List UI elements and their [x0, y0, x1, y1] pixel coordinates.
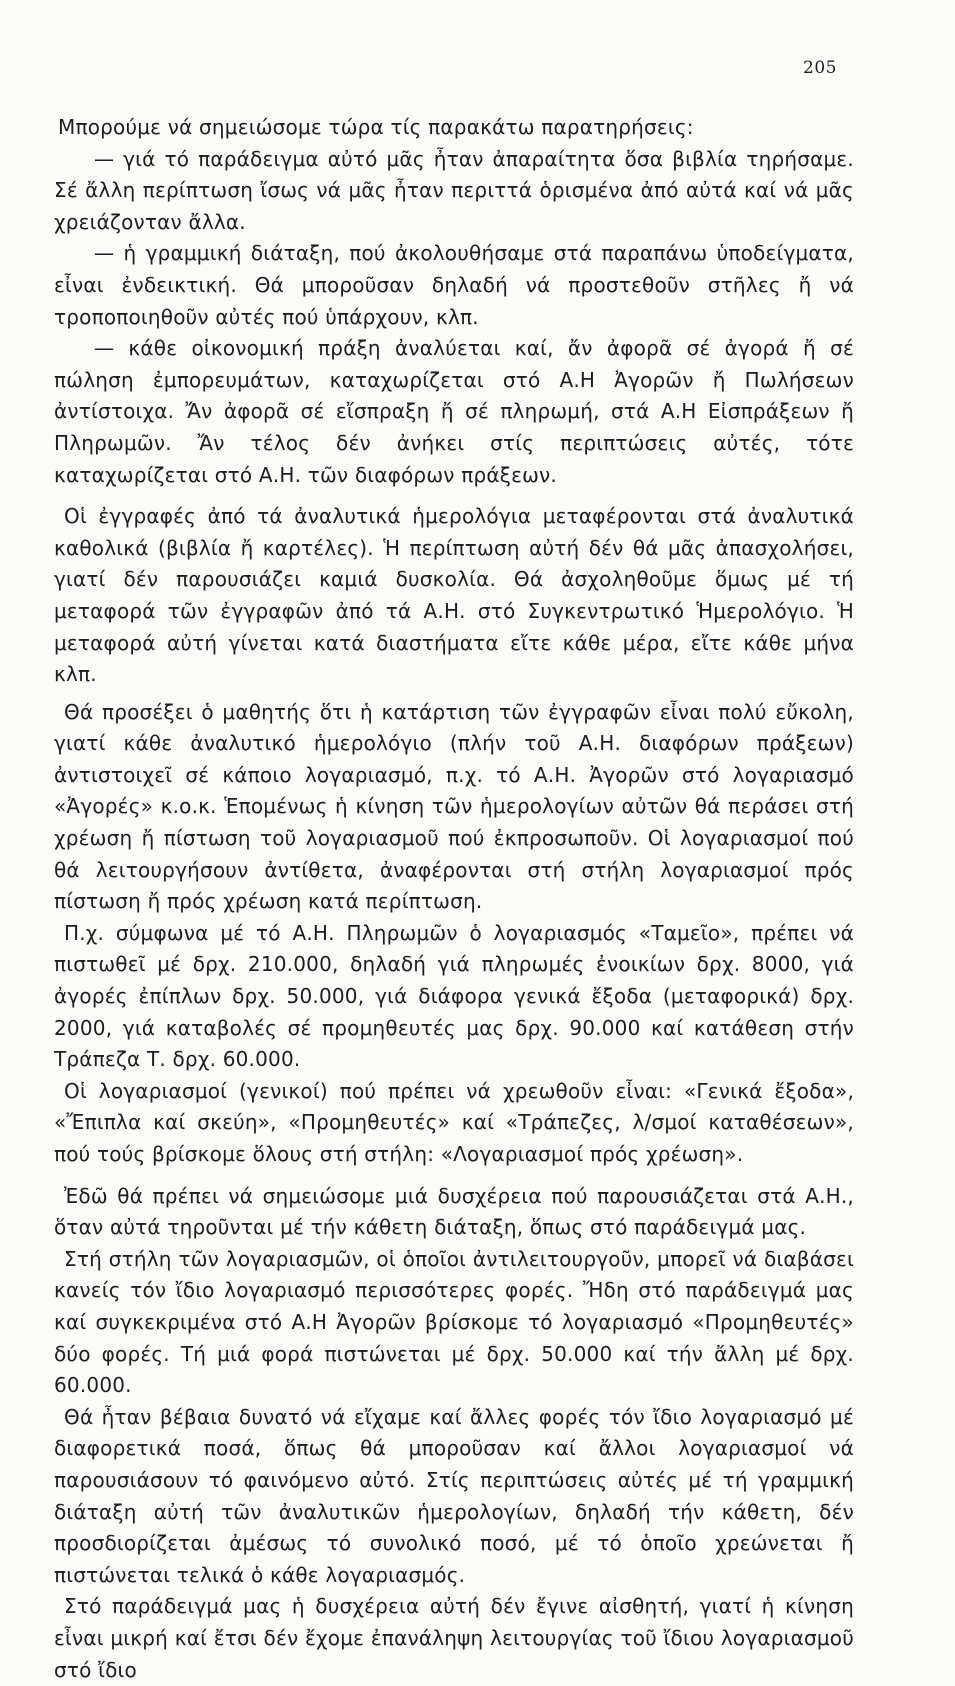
page-number: 205 — [803, 58, 837, 78]
paragraph-repeated-accounts: Στή στήλη τῶν λογαριασμῶν, οἱ ὁποῖοι ἀντιλειτουργοῦν, μπορεῖ νά διαβάσει κανείς τόν ἴδιο λογαριασμό περισσότερες φορές. Ἤδη στό παράδειγμά μας καί συγκεκριμένα στό Α.Η Ἀγορῶν βρίσκομε τό λογαριασμό «Προμηθευτές» δύο φορές. Τή μιά φορά πιστώνεται μέ δρχ. 50.000 καί τήν ἄλλη μέ δρχ. 60.000. — [54, 1246, 854, 1398]
page-body — [54, 112, 854, 1686]
paragraph-difficulty: Ἐδῶ θά πρέπει νά σημειώσομε μιά δυσχέρεια πού παρουσιάζεται στά Α.Η., ὅταν αὐτά τηροῦνται μέ τήν κάθετη διάταξη, ὅπως στό παράδειγμά μας. — [54, 1183, 854, 1240]
paragraph-ledger-transfer: Οἱ ἐγγραφές ἀπό τά ἀναλυτικά ἡμερολόγια μεταφέρονται στά ἀναλυτικά καθολικά (βιβλία ἤ καρτέλες). Ἡ περίπτωση αὐτή δέν θά μᾶς ἀπασχολήσει, γιατί δέν παρουσιάζει καμιά δυσκολία. Θά ἀσχοληθοῦμε ὅμως μέ τή μεταφορά τῶν ἐγγραφῶν ἀπό τά Α.Η. στό Συγκεντρωτικό Ἡμερολόγιο. Ἡ μεταφορά αὐτή γίνεται κατά διαστήματα εἴτε κάθε μέρα, εἴτε κάθε μήνα κλπ. — [54, 504, 854, 687]
paragraph-student-note: Θά προσέξει ὁ μαθητής ὅτι ἡ κατάρτιση τῶν ἐγγραφῶν εἶναι πολύ εὔκολη, γιατί κάθε ἀναλυτικό ἡμερολόγιο (πλήν τοῦ Α.Η. διαφόρων πράξεων) ἀντιστοιχεῖ σέ κάποιο λογαριασμό, π.χ. τό Α.Η. Ἀγορῶν στό λογαριασμό «Ἀγορές» κ.ο.κ. Ἑπομένως ἡ κίνηση τῶν ἡμερολογίων αὐτῶν θά περάσει στή χρέωση ἤ πίστωση τοῦ λογαριασμοῦ πού ἐκπροσωποῦν. Οἱ λογαριασμοί πού θά λειτουργήσουν ἀντίθετα, ἀναφέρονται στή στήλη λογαριασμοί πρός πίστωση ἤ πρός χρέωση κατά περίπτωση. — [54, 699, 854, 914]
paragraph-remark-books: — γιά τό παράδειγμα αὐτό μᾶς ἦταν ἀπαραίτητα ὅσα βιβλία τηρήσαμε. Σέ ἄλλη περίπτωση ἴσως νά μᾶς ἦταν περιττά ὁρισμένα ἀπό αὐτά καί νά μᾶς χρειάζονταν ἄλλα. — [54, 146, 854, 234]
paragraph-our-example: Στό παράδειγμά μας ἡ δυσχέρεια αὐτή δέν ἔγινε αἰσθητή, γιατί ἡ κίνηση εἶναι μικρή καί ἔτσι δέν ἔχομε ἐπανάληψη λειτουργίας τοῦ ἴδιου λογαριασμοῦ στό ἴδιο — [54, 1594, 854, 1682]
paragraph-remark-transactions: — κάθε οἰκονομική πράξη ἀναλύεται καί, ἄν ἀφορᾶ σέ ἀγορά ἤ σέ πώληση ἐμπορευμάτων, καταχωρίζεται στό Α.Η Ἀγορῶν ἤ Πωλήσεων ἀντίστοιχα. Ἄν ἀφορᾶ σέ εἴσπραξη ἤ σέ πληρωμή, στά Α.Η Εἰσπράξεων ἤ Πληρωμῶν. Ἄν τέλος δέν ἀνήκει στίς περιπτώσεις αὐτές, τότε καταχωρίζεται στό Α.Η. τῶν διαφόρων πράξεων. — [54, 336, 854, 487]
paragraph-remark-layout: — ἡ γραμμική διάταξη, πού ἀκολουθήσαμε στά παραπάνω ὑποδείγματα, εἶναι ἐνδεικτική. Θά μποροῦσαν δηλαδή νά προστεθοῦν στῆλες ἤ νά τροποποιηθοῦν αὐτές πού ὑπάρχουν, κλπ. — [54, 241, 854, 329]
paragraph-debit-accounts: Οἱ λογαριασμοί (γενικοί) πού πρέπει νά χρεωθοῦν εἶναι: «Γενικά ἔξοδα», «Ἔπιπλα καί σκεύη», «Προμηθευτές» καί «Τράπεζες, λ/σμοί καταθέσεων», πού τούς βρίσκομε ὅλους στή στήλη: «Λογαριασμοί πρός χρέωση». — [54, 1078, 854, 1166]
paragraph-intro: Μπορούμε νά σημειώσομε τώρα τίς παρακάτω παρατηρήσεις: — [58, 115, 694, 139]
paragraph-different-amounts: Θά ἦταν βέβαια δυνατό νά εἴχαμε καί ἄλλες φορές τόν ἴδιο λογαριασμό μέ διαφορετικά ποσά, ὅπως θά μποροῦσαν καί ἄλλοι λογαριασμοί νά παρουσιάσουν τό φαινόμενο αὐτό. Στίς περιπτώσεις αὐτές μέ τή γραμμική διάταξη αὐτή τῶν ἀναλυτικῶν ἡμερολογίων, δηλαδή τήν κάθετη, δέν προσδιορίζεται ἀμέσως τό συνολικό ποσό, μέ τό ὁποῖο χρεώνεται ἤ πιστώνεται τελικά ὁ κάθε λογαριασμός. — [54, 1404, 854, 1587]
paragraph-example-payments: Π.χ. σύμφωνα μέ τό Α.Η. Πληρωμῶν ὁ λογαριασμός «Ταμεῖο», πρέπει νά πιστωθεῖ μέ δρχ. 210.000, δηλαδή γιά πληρωμές ἐνοικίων δρχ. 8000, γιά ἀγορές ἐπίπλων δρχ. 50.000, γιά διάφορα γενικά ἔξοδα (μεταφορικά) δρχ. 2000, γιά καταβολές σέ προμηθευτές μας δρχ. 90.000 καί κατάθεση στήν Τράπεζα Τ. δρχ. 60.000. — [54, 920, 854, 1072]
